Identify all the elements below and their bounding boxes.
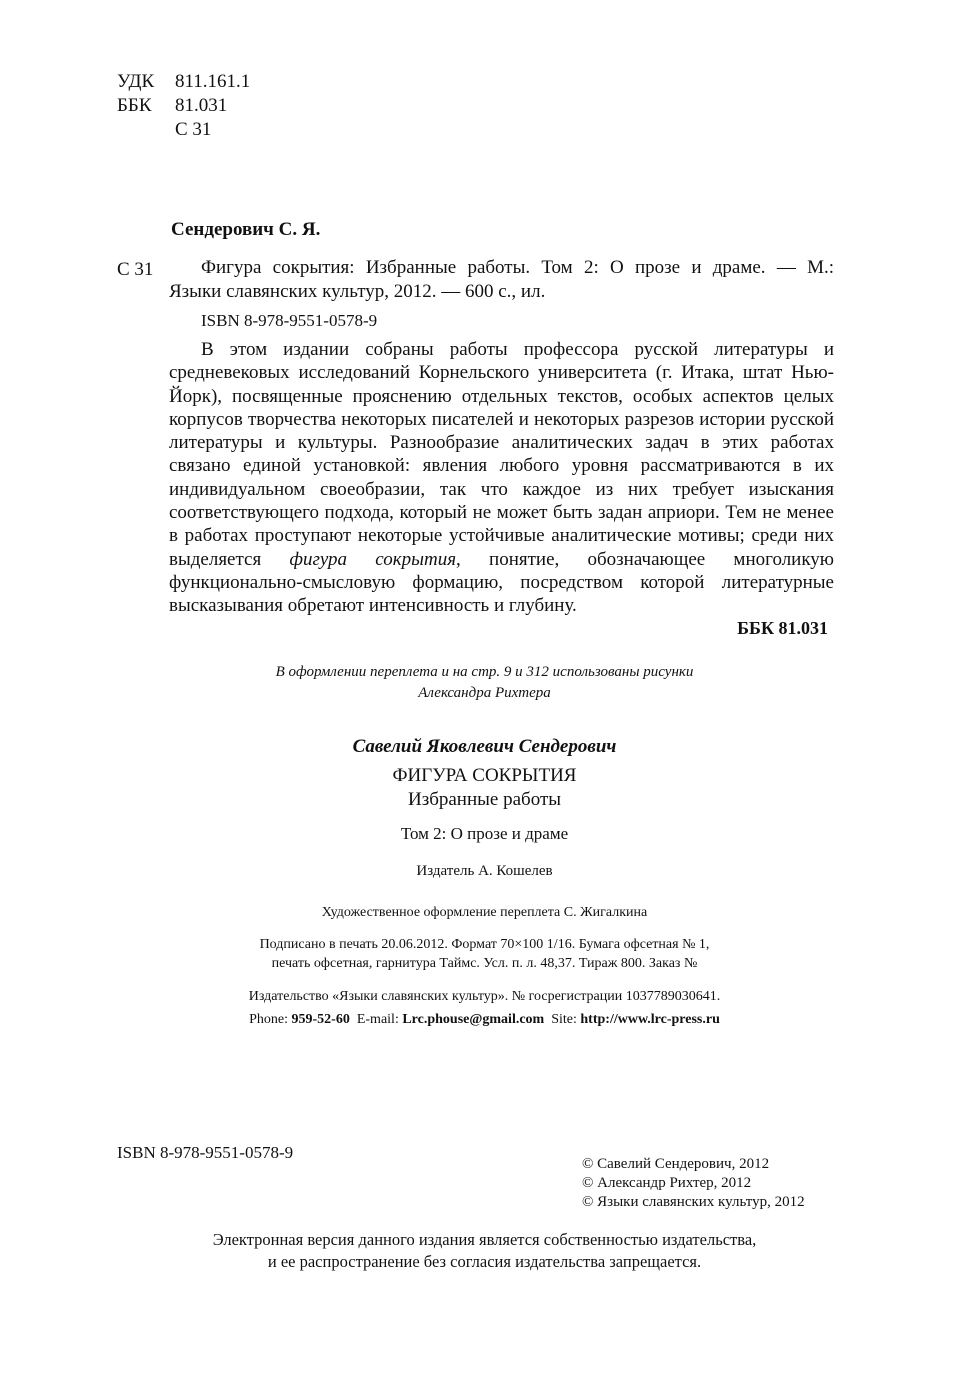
illustration-note-line-2: Александра Рихтера (418, 685, 551, 701)
catalog-isbn: ISBN 8-978-9551-0578-9 (201, 311, 378, 330)
print-details-line-1: Подписано в печать 20.06.2012. Формат 70×100 1/16. Бумага офсетная № 1, (259, 937, 710, 952)
abstract-text-2: , понятие, обозначающее многоликую функционально-смысловую формацию, посредством которой литературные высказывания обретают интенсивность и глубину. (169, 548, 834, 617)
citation-line-1: Фигура сокрытия: Избранные работы. Том 2: О прозе и драме. — М.: (201, 257, 834, 278)
catalog-citation (169, 256, 834, 304)
catalog-abstract (169, 338, 834, 618)
copyright-illustrator: © Александр Рихтер, 2012 (582, 1175, 752, 1191)
phone-number: 959-52-60 (291, 1012, 350, 1027)
colophon-subtitle: Избранные работы (407, 789, 562, 810)
colophon-volume: Том 2: О прозе и драме (400, 824, 569, 843)
bbk-label: ББК (117, 95, 152, 116)
phone-label: Phone: (249, 1012, 289, 1027)
abstract-italic-term: фигура сокрытия (289, 548, 457, 570)
udk-value: 811.161.1 (175, 71, 251, 92)
email-address: Lrc.phouse@gmail.com (402, 1012, 545, 1027)
bbk-line (117, 94, 227, 118)
catalog-code: С 31 (117, 259, 154, 280)
udk-line (117, 70, 250, 94)
bbk-bold-code: ББК 81.031 (737, 618, 828, 638)
illustration-note-line-1: В оформлении переплета и на стр. 9 и 312 использованы рисунки (275, 664, 694, 680)
site-label: Site: (551, 1012, 577, 1027)
colophon-author: Савелий Яковлевич Сендерович (352, 736, 617, 757)
colophon-publisher: Издатель А. Кошелев (416, 863, 553, 879)
contact-line (0, 1010, 969, 1030)
publisher-registration: Издательство «Языки славянских культур». № госрегистрации 1037789030641. (248, 989, 721, 1004)
bbk-value: 81.031 (175, 95, 228, 116)
udk-label: УДК (117, 71, 155, 92)
electronic-notice-line-2: и ее распространение без согласия издательства запрещается. (267, 1252, 702, 1271)
footer-isbn: ISBN 8-978-9551-0578-9 (117, 1143, 294, 1162)
catalog-author: Сендерович С. Я. (171, 219, 321, 240)
colophon-title: ФИГУРА СОКРЫТИЯ (392, 765, 577, 786)
electronic-notice-line-1: Электронная версия данного издания является собственностью издательства, (212, 1230, 757, 1249)
print-details-line-2: печать офсетная, гарнитура Таймс. Усл. п. л. 48,37. Тираж 800. Заказ № (271, 956, 698, 971)
abstract-text-1: В этом издании собраны работы профессора русской литературы и средневековых исследований Корнельского университета (г. Итака, штат Нью-Йорк), посвященные прояснению отдельных текстов, особых аспектов целых корпусов творчества некоторых писателей и некоторых разрезов истории русской литературы и культуры. Разнообразие аналитических задач в этих работах связано единой установкой: явления любого уровня рассматриваются в их индивидуальном своеобразии, так что каждое из них требует изыскания соответствующего подхода, который не может быть задан априори. Тем не менее в работах проступают некоторые устойчивые аналитические мотивы; среди них выделяется (169, 339, 834, 570)
citation-line-2: Языки славянских культур, 2012. — 600 с., ил. (169, 281, 546, 302)
copyright-publisher: © Языки славянских культур, 2012 (582, 1194, 805, 1210)
author-mark: С 31 (175, 119, 212, 140)
colophon-design: Художественное оформление переплета С. Жигалкина (321, 905, 648, 920)
site-url: http://www.lrc-press.ru (580, 1012, 720, 1027)
copyright-author: © Савелий Сендерович, 2012 (582, 1156, 770, 1172)
email-label: E-mail: (356, 1012, 399, 1027)
